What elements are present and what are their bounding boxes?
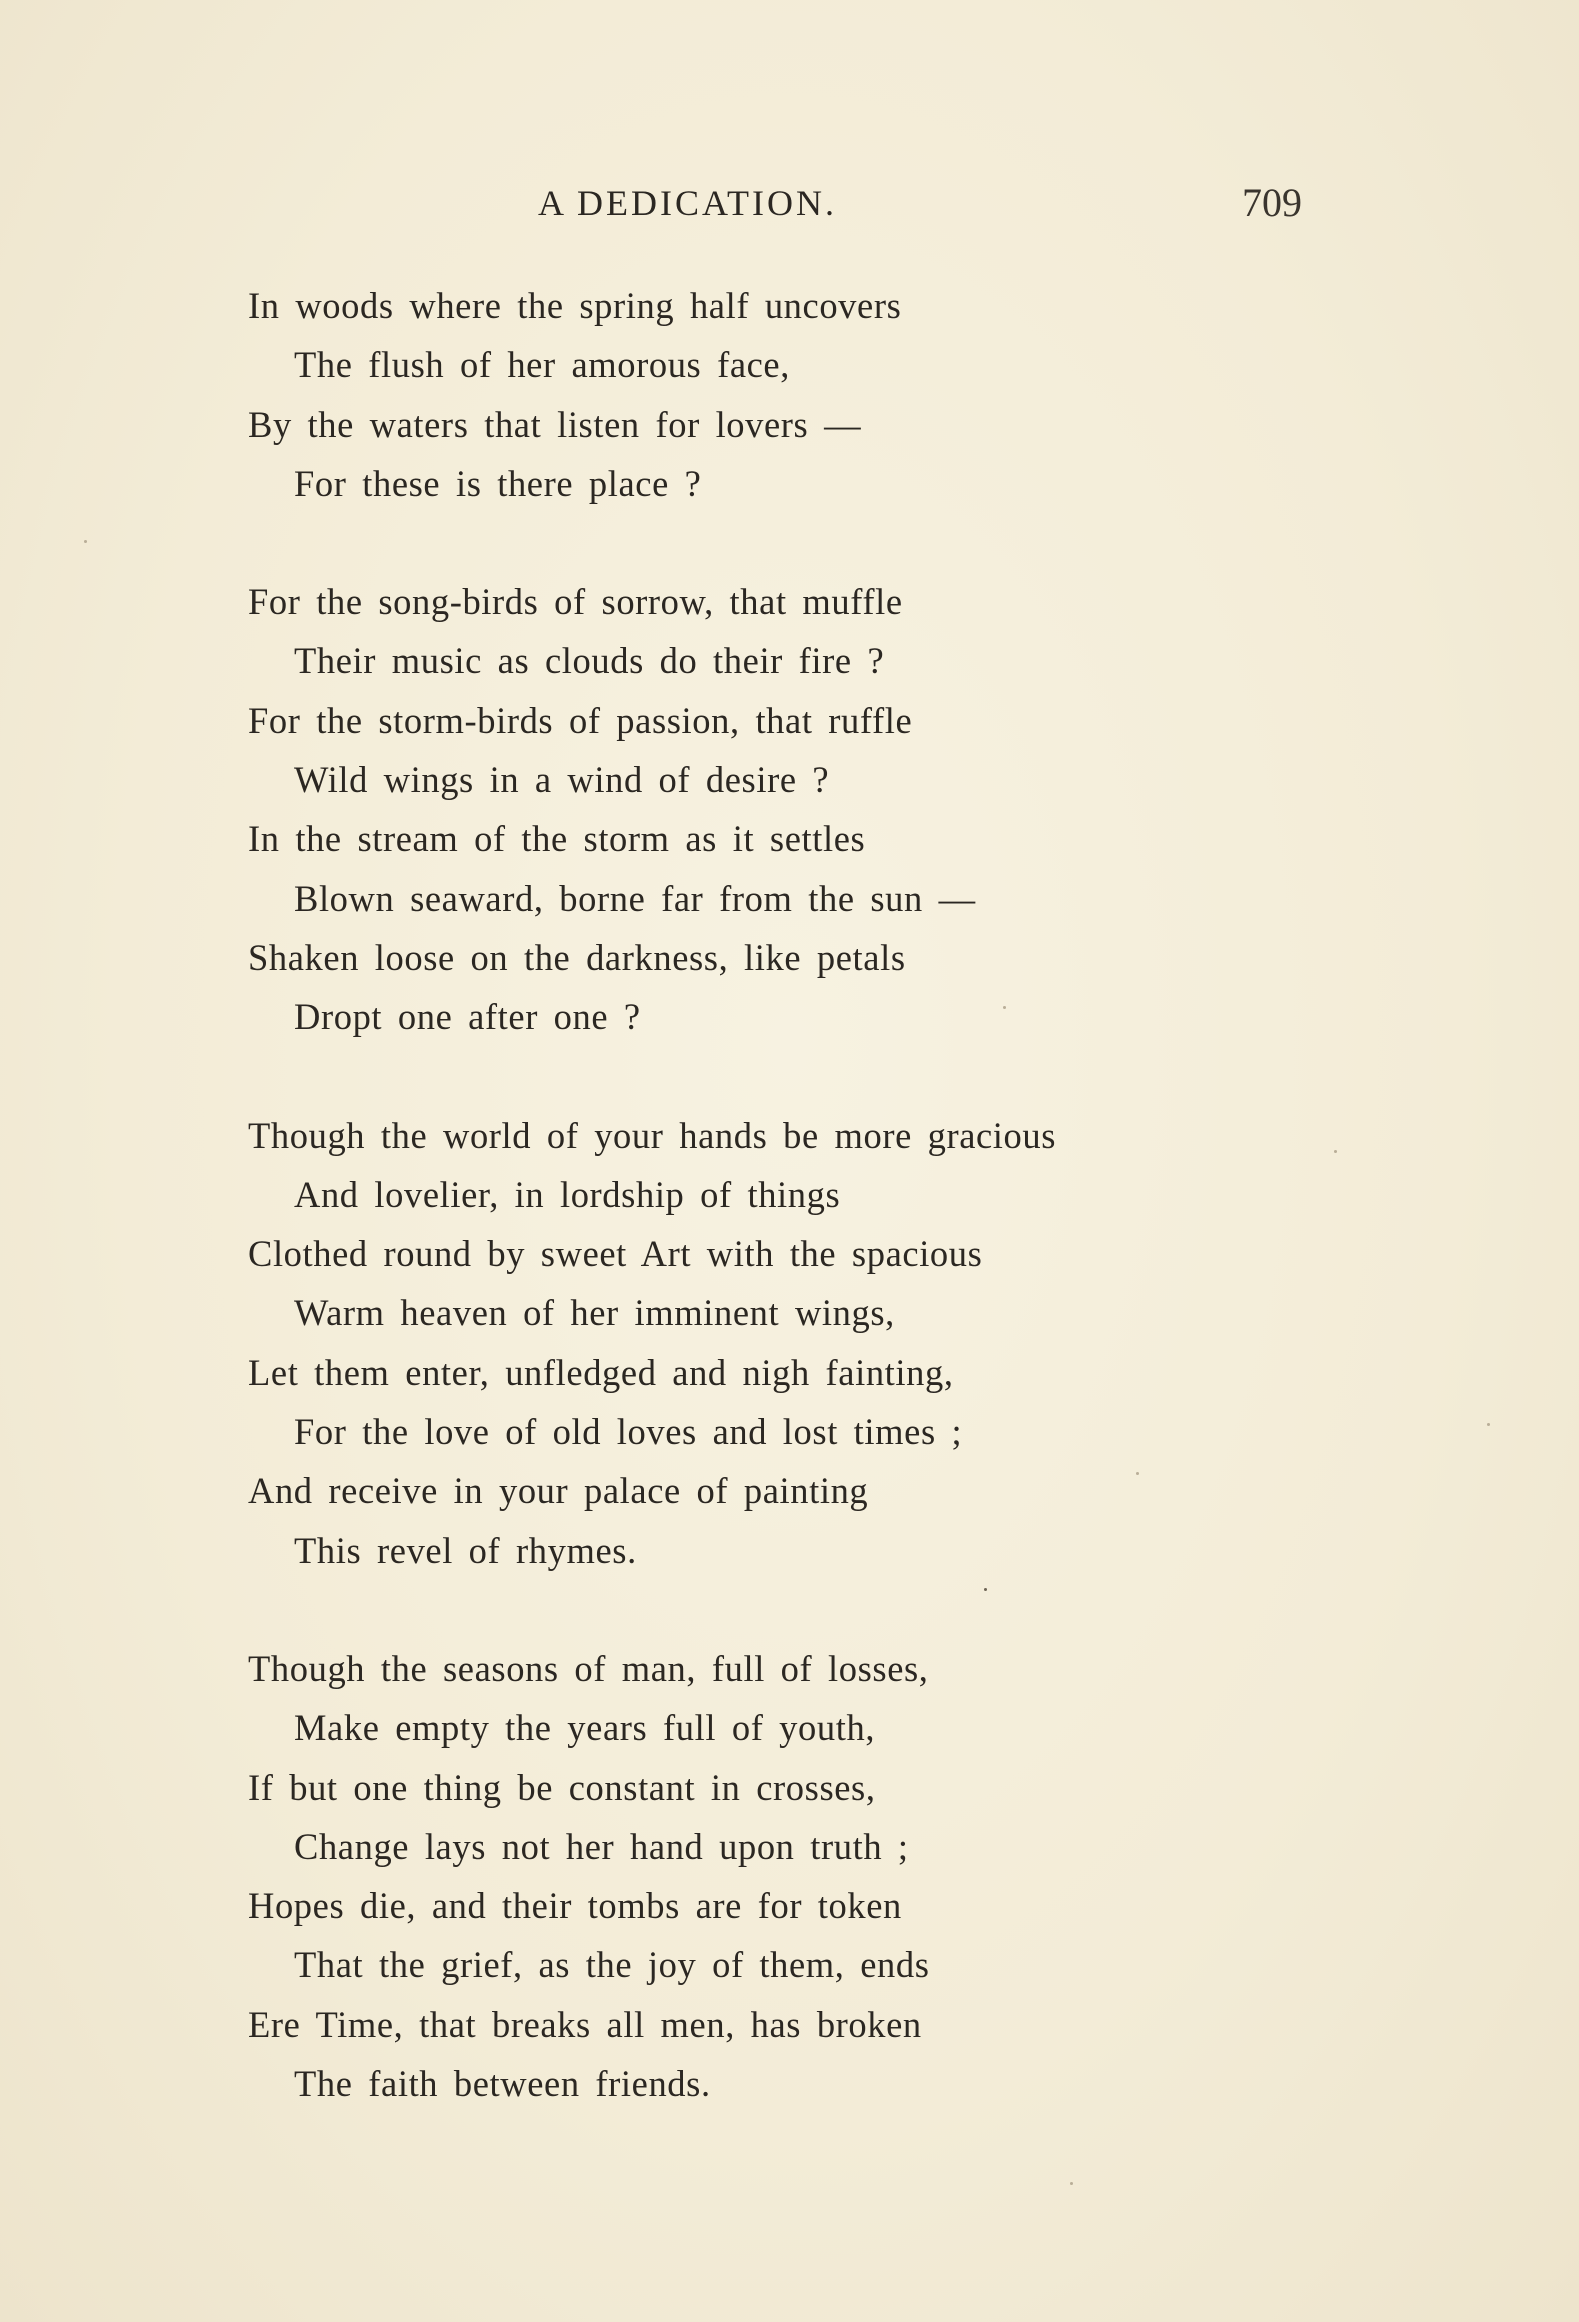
poem-line: And receive in your palace of painting [248,1470,869,1512]
poem-line: This revel of rhymes. [294,1529,637,1571]
poem-line: Shaken loose on the darkness, like petals [248,936,906,978]
poem-line: That the grief, as the joy of them, ends [294,1944,930,1986]
paper-speck [1487,1423,1490,1426]
paper-speck [1334,1150,1337,1153]
stanza [248,572,1328,1046]
stanza [248,276,1328,513]
poem-line: Warm heaven of her imminent wings, [294,1292,895,1334]
poem-line: Make empty the years full of youth, [294,1707,876,1749]
paper-speck [1070,2182,1073,2185]
poem-line: Clothed round by sweet Art with the spacious [248,1233,983,1275]
poem-line: By the waters that listen for lovers — [248,403,862,445]
poem-line: Let them enter, unfledged and nigh fainting, [248,1351,954,1393]
poem-line: Wild wings in a wind of desire ? [294,759,830,801]
paper-speck [1003,1006,1006,1009]
stanza [248,1639,1328,2113]
poem-line: If but one thing be constant in crosses, [248,1766,876,1808]
running-title: A DEDICATION. [538,183,837,223]
poem-line: For these is there place ? [294,462,702,504]
poem-line: The flush of her amorous face, [294,344,790,386]
poem-line: Their music as clouds do their fire ? [294,640,885,682]
poem-line: In woods where the spring half uncovers [248,285,902,326]
poem-line: Though the world of your hands be more gracious [248,1114,1057,1156]
poem-line: In the stream of the storm as it settles [248,818,866,860]
paper-speck [1136,1472,1139,1475]
poem-line: For the storm-birds of passion, that ruffle [248,699,913,741]
page-number: 709 [1242,180,1302,225]
poem-line: Blown seaward, borne far from the sun — [294,877,976,919]
poem-line: Though the seasons of man, full of losses, [248,1647,929,1689]
poem-line: And lovelier, in lordship of things [294,1173,841,1215]
poem-line: For the song-birds of sorrow, that muffle [248,581,903,623]
paper-speck [984,1588,987,1591]
poem-line: Hopes die, and their tombs are for token [248,1885,902,1927]
poem-line: Change lays not her hand upon truth ; [294,1825,909,1867]
poem-line: Dropt one after one ? [294,996,641,1038]
stanza [248,1106,1328,1580]
poem-line: Ere Time, that breaks all men, has broken [248,2003,922,2045]
poem [248,276,1328,2172]
running-head [0,178,1579,228]
poem-line: The faith between friends. [294,2063,711,2105]
poem-line: For the love of old loves and lost times ; [294,1411,963,1453]
paper-speck [84,540,87,543]
